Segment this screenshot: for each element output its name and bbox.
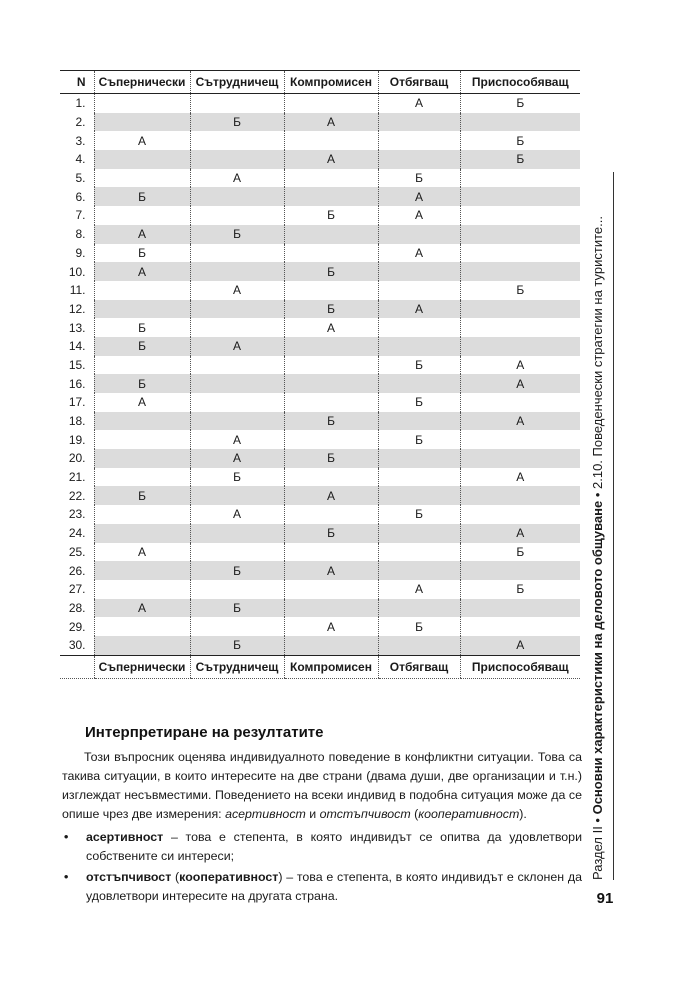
table-row [60,225,580,244]
answer-cell [284,131,378,150]
answer-cell [94,300,190,319]
answer-cell: А [190,505,284,524]
list-text: – това е степента, в която индивидът е склонен да удовлетвори интересите на другата страна. [86,870,582,903]
answer-cell [378,131,460,150]
answer-cell [94,113,190,132]
row-number: 14. [60,337,94,356]
list-item [62,868,582,906]
answer-cell [190,486,284,505]
answer-cell [378,318,460,337]
answer-cell [378,468,460,487]
answer-cell: Б [378,169,460,188]
row-number: 18. [60,412,94,431]
answer-cell [190,300,284,319]
answer-cell: Б [94,374,190,393]
answer-cell [190,318,284,337]
answer-cell [284,225,378,244]
answer-cell [378,561,460,580]
intro-paren-open: ( [410,807,419,821]
answer-cell: Б [94,318,190,337]
list-paren-open: ( [171,870,180,884]
answer-cell [460,169,580,188]
answer-cell [460,300,580,319]
table-row [60,150,580,169]
answer-cell: А [190,281,284,300]
table-header [60,71,580,94]
row-number: 25. [68,544,86,559]
answer-cell: А [94,393,190,412]
answer-cell: А [190,449,284,468]
answer-cell [284,580,378,599]
row-number: 12. [60,300,94,319]
table-row [60,131,580,150]
answer-cell [190,187,284,206]
list-text: – това е степента, в която индивидът се опитва да удовлетвори собствените си интереси; [86,830,582,863]
answer-cell [378,262,460,281]
answer-cell: Б [460,150,580,169]
answer-cell [378,412,460,431]
answer-cell [284,505,378,524]
answer-cell: А [378,94,460,113]
row-number: 13. [68,320,86,335]
answer-cell [460,262,580,281]
table-row [60,318,580,337]
answer-cell [378,449,460,468]
answer-cell [284,187,378,206]
term-assertiveness: асертивност [225,807,306,821]
section-title: Интерпретиране на резултатите [85,724,324,741]
table-footer [60,655,580,678]
row-number: 24. [60,524,94,543]
table-row [60,94,580,113]
answer-cell: А [284,561,378,580]
answer-cell [284,281,378,300]
answer-cell: Б [378,430,460,449]
answer-cell: Б [284,300,378,319]
list-paren-close: ) [278,870,283,884]
answer-cell [460,617,580,636]
table-row [60,374,580,393]
answer-key-table [60,70,580,679]
answer-cell [94,150,190,169]
row-number: 3. [75,133,86,148]
answer-cell: А [460,636,580,655]
table-row [60,412,580,431]
answer-cell: Б [460,580,580,599]
answer-cell: Б [378,505,460,524]
term-cooperativeness: кооперативност [418,807,520,821]
answer-cell: Б [94,337,190,356]
answer-cell: А [190,337,284,356]
answer-cell: Б [284,449,378,468]
intro-paragraph [62,748,582,824]
answer-cell [94,524,190,543]
row-number: 17. [68,395,86,410]
list-term: отстъпчивост [86,870,172,884]
table-row [60,505,580,524]
row-number: 21. [68,470,86,485]
table-row [60,206,580,225]
answer-cell: Б [460,281,580,300]
row-number: 26. [60,561,94,580]
bullet-icon: • [64,830,69,844]
answer-cell: А [94,225,190,244]
running-header-subsection: • 2.10. Поведенчески стратегии на туристите... [590,216,605,501]
answer-cell [94,430,190,449]
answer-cell: Б [284,412,378,431]
answer-cell [284,374,378,393]
answer-cell [284,244,378,263]
answer-cell [284,356,378,375]
intro-paren-close: ). [519,807,527,821]
table-row [60,281,580,300]
row-number: 4. [60,150,94,169]
answer-cell [94,617,190,636]
answer-cell [378,337,460,356]
row-number: 30. [60,636,94,655]
answer-cell [190,356,284,375]
answer-cell [460,449,580,468]
answer-cell [94,580,190,599]
table-row [60,169,580,188]
header-collaborating: Сътрудничещ [190,71,284,94]
row-number: 2. [60,113,94,132]
answer-cell: А [378,206,460,225]
answer-cell [378,113,460,132]
answer-cell [460,206,580,225]
answer-cell: А [460,412,580,431]
table-row [60,300,580,319]
answer-cell: А [378,300,460,319]
row-number: 5. [75,171,86,186]
answer-cell: Б [190,636,284,655]
answer-cell [190,524,284,543]
table-row [60,244,580,263]
list-term-2: кооперативност [179,870,279,884]
answer-cell [190,543,284,562]
running-header-section: Раздел II • [590,814,605,880]
answer-cell [94,449,190,468]
answer-cell [378,636,460,655]
table-row [60,636,580,655]
answer-cell [284,337,378,356]
row-number: 11. [69,283,86,298]
answer-cell [284,393,378,412]
table-body [60,94,580,656]
answer-cell: А [190,430,284,449]
bullet-icon: • [64,870,69,884]
answer-cell: А [284,113,378,132]
answer-cell [284,94,378,113]
page-number: 91 [596,890,614,907]
answer-cell [378,486,460,505]
answer-key-table-container [60,70,580,679]
row-number: 1. [75,96,86,111]
answer-cell [460,113,580,132]
answer-cell: А [284,318,378,337]
header-avoiding: Отбягващ [378,71,460,94]
row-number: 8. [60,225,94,244]
table-row [60,187,580,206]
answer-cell: Б [460,94,580,113]
answer-cell [94,169,190,188]
answer-cell [284,430,378,449]
answer-cell: А [460,356,580,375]
answer-cell: Б [94,486,190,505]
row-number: 28. [60,599,94,618]
answer-cell [284,543,378,562]
row-number: 6. [60,187,94,206]
footer-accommodating: Приспособяващ [460,655,580,678]
answer-cell: А [460,374,580,393]
table-row [60,543,580,562]
row-number: 7. [75,208,86,223]
answer-cell: А [284,486,378,505]
row-number: 23. [68,507,86,522]
answer-cell: А [378,580,460,599]
row-number: 10. [60,262,94,281]
table-row [60,449,580,468]
footer-n [60,655,94,678]
answer-cell: А [94,262,190,281]
answer-cell [378,150,460,169]
answer-cell: А [460,468,580,487]
table-row [60,486,580,505]
header-compromising: Компромисен [284,71,378,94]
answer-cell: Б [460,131,580,150]
answer-cell [190,412,284,431]
answer-cell [190,580,284,599]
answer-cell: А [94,543,190,562]
answer-cell [460,599,580,618]
answer-cell [94,412,190,431]
footer-avoiding: Отбягващ [378,655,460,678]
footer-competing: Съпернически [94,655,190,678]
running-header [583,172,614,880]
answer-cell: А [284,150,378,169]
answer-cell [94,206,190,225]
table-row [60,113,580,132]
answer-cell [94,468,190,487]
answer-cell [94,356,190,375]
answer-cell: Б [190,468,284,487]
answer-cell: А [378,187,460,206]
answer-cell [190,393,284,412]
answer-cell [190,262,284,281]
list-term: асертивност [86,830,164,844]
answer-cell: Б [190,113,284,132]
answer-cell [460,561,580,580]
answer-cell: Б [94,244,190,263]
table-row [60,468,580,487]
intro-text: Този въпросник оценява индивидуалното поведение в конфликтни ситуации. Това са такива ситуации, в които интересите на две страни (двама души, две организации и т.н.) изглеждат несъвместими. Поведението на всеки индивид в подобна ситуация може да се опише чрез две измерения: [62,750,582,821]
answer-cell: А [190,169,284,188]
table-row [60,430,580,449]
answer-cell: Б [190,599,284,618]
answer-cell [460,225,580,244]
list-item [62,828,582,866]
intro-and: и [305,807,320,821]
answer-cell [378,374,460,393]
answer-cell [378,225,460,244]
answer-cell [378,543,460,562]
answer-cell [190,94,284,113]
row-number: 27. [68,582,86,597]
answer-cell [378,281,460,300]
answer-cell: А [94,599,190,618]
answer-cell [460,318,580,337]
answer-cell: Б [190,561,284,580]
answer-cell: А [284,617,378,636]
table-row [60,524,580,543]
answer-cell [460,430,580,449]
answer-cell: Б [284,262,378,281]
answer-cell [284,636,378,655]
header-n: N [60,71,94,94]
table-row [60,337,580,356]
answer-cell: Б [284,206,378,225]
row-number: 16. [60,374,94,393]
answer-cell [284,599,378,618]
answer-cell [460,337,580,356]
answer-cell [190,131,284,150]
answer-cell: Б [284,524,378,543]
row-number: 9. [75,245,86,260]
row-number: 22. [60,486,94,505]
answer-cell: А [460,524,580,543]
footer-collaborating: Сътрудничещ [190,655,284,678]
answer-cell [284,169,378,188]
answer-cell [94,505,190,524]
table-row [60,356,580,375]
table-row [60,393,580,412]
table-row [60,617,580,636]
answer-cell [378,524,460,543]
answer-cell: А [94,131,190,150]
table-footer-row [60,655,580,678]
answer-cell [460,486,580,505]
answer-cell [460,244,580,263]
header-accommodating: Приспособяващ [460,71,580,94]
answer-cell [190,150,284,169]
answer-cell [94,281,190,300]
answer-cell [190,206,284,225]
table-header-row [60,71,580,94]
header-competing: Съпернически [94,71,190,94]
table-row [60,599,580,618]
row-number: 15. [68,357,86,372]
definition-list [62,828,582,906]
answer-cell [460,505,580,524]
answer-cell [460,187,580,206]
footer-compromising: Компромисен [284,655,378,678]
answer-cell [190,374,284,393]
table-row [60,262,580,281]
answer-cell: Б [460,543,580,562]
interpretation-text [62,748,582,906]
table-row [60,561,580,580]
answer-cell [460,393,580,412]
answer-cell: Б [378,356,460,375]
answer-cell [190,244,284,263]
row-number: 19. [68,432,86,447]
answer-cell: А [378,244,460,263]
running-header-chapter: Основни характеристики на деловото общуване [590,500,605,815]
answer-cell: Б [190,225,284,244]
answer-cell: Б [378,617,460,636]
row-number: 20. [60,449,94,468]
row-number: 29. [68,619,86,634]
answer-cell [190,617,284,636]
answer-cell: Б [378,393,460,412]
answer-cell [94,561,190,580]
term-yielding: отстъпчивост [319,807,411,821]
answer-cell: Б [94,187,190,206]
answer-cell [94,636,190,655]
table-row [60,580,580,599]
answer-cell [94,94,190,113]
answer-cell [378,599,460,618]
answer-cell [284,468,378,487]
